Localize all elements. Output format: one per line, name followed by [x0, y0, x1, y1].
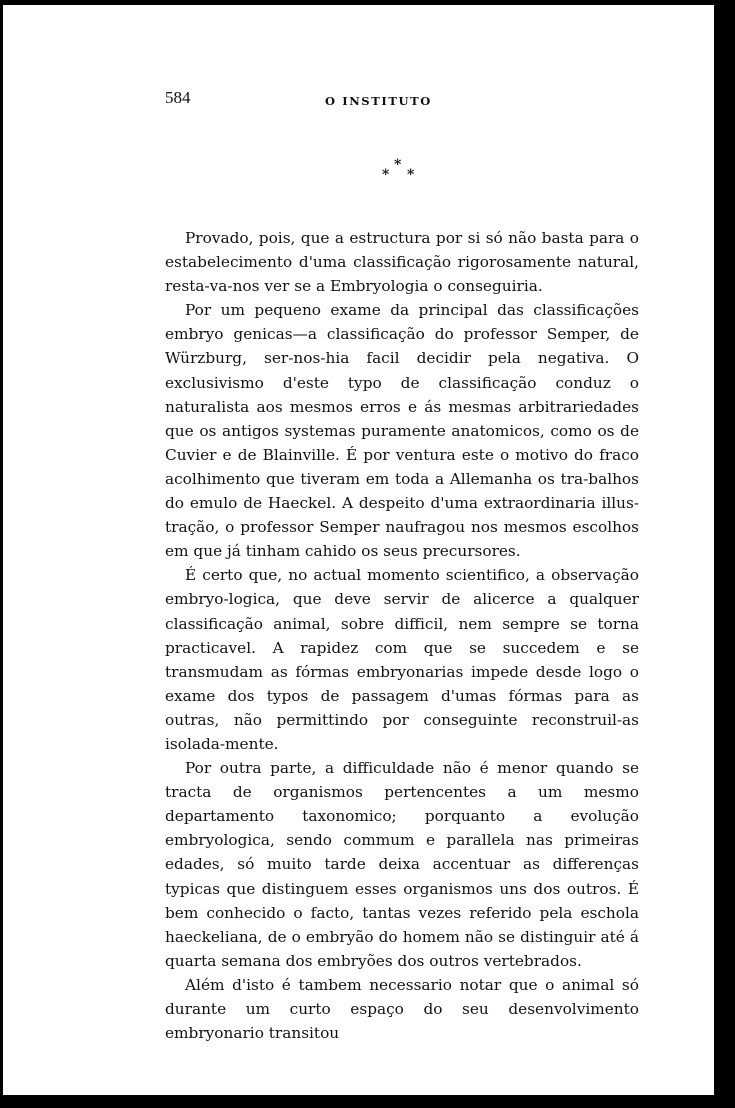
- paragraph: Por outra parte, a difficuldade não é menor quando se tracta de organismos pertencentes a um mesmo departamento taxonomico; porquanto a evolução embryologica, sendo commum e parallela nas primeiras edades, só muito tarde deixa accentuar as differenças typicas que distinguem esses organismos uns dos outros. É bem conhecido o facto, tantas vezes referido pela eschola haeckeliana, de o embryão do homem não se distinguir até á quarta semana dos embryões dos outros vertebrados.: [165, 759, 639, 970]
- scan-border-right: [714, 0, 735, 1108]
- asterism-star-left: *: [382, 167, 390, 183]
- running-head: O INSTITUTO: [325, 94, 432, 108]
- paragraph: Por um pequeno exame da principal das classificações embryo genicas—a classificação do professor Semper, de Würzburg, ser-nos-hia facil decidir pela negativa. O exclusivismo d'este typo de classificação conduz o naturalista aos mesmos erros e ás mesmas arbitrariedades que os antigos systemas puramente anatomicos, como os de Cuvier e de Blainville. É por ventura este o motivo do fraco acolhimento que tiveram em toda a Allemanha os tra-balhos do emulo de Haeckel. A despeito d'uma extraordinaria illus-tração, o professor Semper naufragou nos mesmos escolhos em que já tinham cahido os seus precursores.: [165, 301, 639, 561]
- scan-border-top: [0, 0, 735, 5]
- paragraph: É certo que, no actual momento scientifico, a observação embryo-logica, que deve servir de alicerce a qualquer classificação animal, sobre difficil, nem sempre se torna practicavel. A rapidez com que se succedem e se transmudam as fórmas embryonarias impede desde logo o exame dos typos de passagem d'umas fórmas para as outras, não permittindo por conseguinte reconstruil-as isolada-mente.: [165, 566, 639, 753]
- scan-border-bottom: [0, 1095, 735, 1108]
- page-header: [165, 88, 639, 118]
- paragraph: Provado, pois, que a estructura por si só não basta para o estabelecimento d'uma classificação rigorosamente natural, resta-va-nos ver se a Embryologia o conseguiria.: [165, 229, 639, 296]
- section-asterism: [377, 158, 427, 186]
- page-number: 584: [165, 88, 191, 107]
- asterism-star-right: *: [407, 167, 415, 183]
- scan-border-left: [0, 0, 3, 1108]
- asterism-star-top: *: [394, 157, 402, 173]
- book-page: [165, 88, 639, 1043]
- body-text: [165, 226, 639, 1045]
- paragraph: Além d'isto é tambem necessario notar que o animal só durante um curto espaço do seu desenvolvimento embryonario transitou: [165, 975, 639, 1043]
